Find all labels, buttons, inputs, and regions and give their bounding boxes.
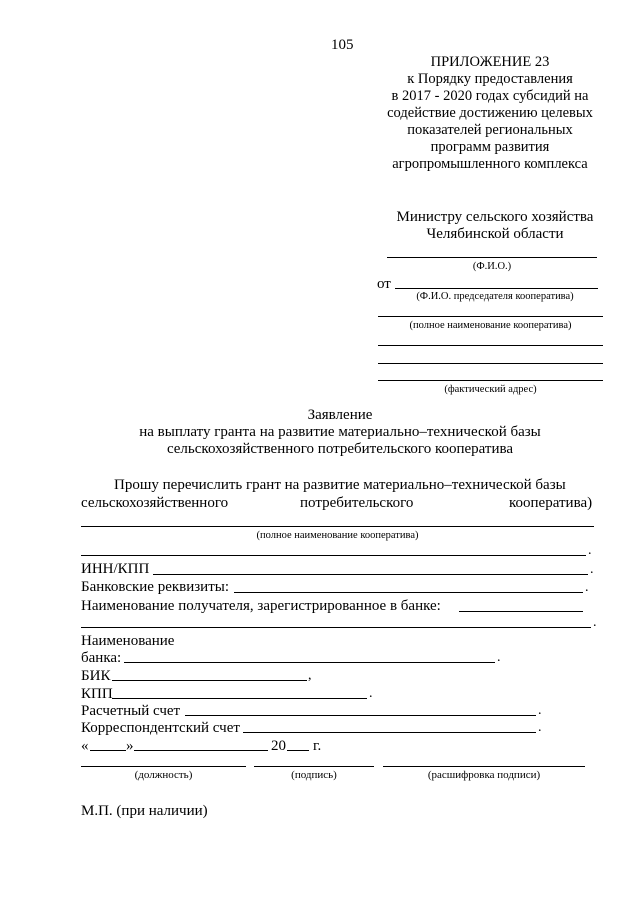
stamp-note: М.П. (при наличии) xyxy=(81,803,208,819)
account-label: Расчетный счет xyxy=(81,703,181,719)
decoding-caption: (расшифровка подписи) xyxy=(427,769,541,781)
inn-field[interactable] xyxy=(153,574,588,575)
appendix-line: содействие достижению целевых xyxy=(387,105,593,121)
date-day-field[interactable] xyxy=(90,750,126,751)
corr-account-field[interactable] xyxy=(243,732,536,733)
page-number: 105 xyxy=(331,37,354,53)
kpp-field[interactable] xyxy=(112,698,367,699)
bank-details-label: Банковские реквизиты: xyxy=(81,579,230,595)
address-line[interactable] xyxy=(378,345,603,346)
addressee-line: Челябинской области xyxy=(426,226,564,242)
signature-caption: (подпись) xyxy=(291,769,337,781)
date-month-field[interactable] xyxy=(134,750,268,751)
inn-label: ИНН/КПП xyxy=(81,561,150,577)
decoding-line[interactable] xyxy=(383,766,585,767)
address-line[interactable] xyxy=(378,380,603,381)
heading-line: на выплату гранта на развитие материально–технической базы xyxy=(139,424,541,440)
appendix-line: агропромышленного комплекса xyxy=(392,156,588,172)
kpp-label: КПП xyxy=(81,686,113,702)
addressee-line: Министру сельского хозяйства xyxy=(396,209,594,225)
date-open-quote: « xyxy=(81,738,89,754)
coop-name-caption: (полное наименование кооператива) xyxy=(409,320,572,331)
coop-line[interactable] xyxy=(81,526,594,527)
from-label: от xyxy=(377,276,391,292)
bik-label: БИК xyxy=(81,668,111,684)
heading-line: сельскохозяйственного потребительского кооператива xyxy=(166,441,514,457)
date-year-field[interactable] xyxy=(287,750,309,751)
address-line[interactable] xyxy=(378,363,603,364)
bank-name-label: Наименование xyxy=(81,633,175,649)
appendix-line: показателей региональных xyxy=(407,122,573,138)
appendix-block xyxy=(370,54,610,173)
position-line[interactable] xyxy=(81,766,246,767)
request-word: кооператива) xyxy=(509,495,593,511)
appendix-line: к Порядку предоставления xyxy=(407,71,573,87)
signature-line[interactable] xyxy=(254,766,374,767)
chairman-line[interactable] xyxy=(395,288,598,289)
coop-caption: (полное наименование кооператива) xyxy=(256,530,419,541)
bik-field[interactable] xyxy=(112,680,307,681)
address-caption: (фактический адрес) xyxy=(444,384,537,395)
recipient-label: Наименование получателя, зарегистрированное в банке: xyxy=(81,598,441,614)
recipient-field-2[interactable] xyxy=(81,627,591,628)
fio-line[interactable] xyxy=(387,257,597,258)
date-year-suffix: г. xyxy=(313,738,322,754)
document-heading xyxy=(80,407,600,458)
request-word: потребительского xyxy=(300,495,414,511)
recipient-field[interactable] xyxy=(459,611,583,612)
request-word: сельскохозяйственного xyxy=(81,495,229,511)
request-text: Прошу перечислить грант на развитие материально–технической базы xyxy=(114,477,566,493)
appendix-title: ПРИЛОЖЕНИЕ 23 xyxy=(430,54,550,70)
appendix-line: в 2017 - 2020 годах субсидий на xyxy=(391,88,589,104)
position-caption: (должность) xyxy=(134,769,193,781)
appendix-line: программ развития xyxy=(430,139,550,155)
chairman-caption: (Ф.И.О. председателя кооператива) xyxy=(416,291,574,302)
heading-title: Заявление xyxy=(307,407,373,423)
bank-details-field[interactable] xyxy=(234,592,583,593)
coop-line-2[interactable] xyxy=(81,555,586,556)
corr-account-label: Корреспондентский счет xyxy=(81,720,240,736)
coop-name-line[interactable] xyxy=(378,316,603,317)
addressee xyxy=(380,209,610,243)
bank-name-label-2: банка: xyxy=(81,650,122,666)
fio-caption: (Ф.И.О.) xyxy=(472,261,512,272)
date-year-prefix: 20 xyxy=(271,738,286,754)
date-close-quote: » xyxy=(126,738,134,754)
bank-name-field[interactable] xyxy=(124,662,495,663)
account-field[interactable] xyxy=(185,715,536,716)
